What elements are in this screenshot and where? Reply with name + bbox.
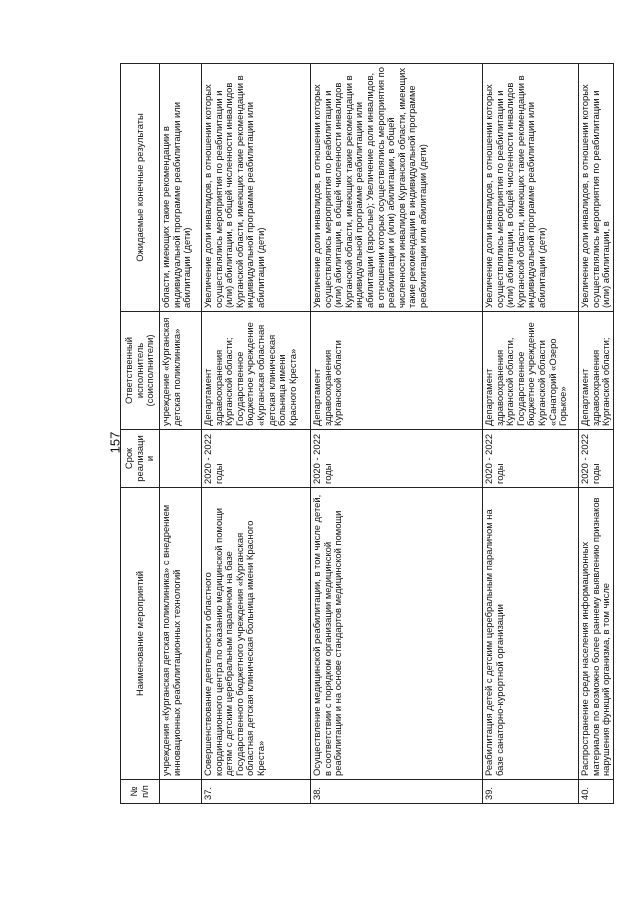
cell-num: 37.	[202, 780, 311, 804]
cell-results: Увеличение доли инвалидов, в отношении которых осуществлялись мероприятия по реабилитации и (или) абилитации, в общей численности инвалидов Курганской области, имеющих такие рекомендации в индивидуальной программе реабилитации или абилитации (взрослые); Увеличение доли инвалидов, в отношении которых осуществлялись мероприятия по реабилитации и (или) абилитации, в общей численности инвалидов Курганской области, имеющих такие рекомендации в индивидуальной программе реабилитации или абилитации (дети)	[311, 64, 483, 312]
cell-period: 2020 - 2022 годы	[202, 430, 311, 488]
cell-results: Увеличение доли инвалидов, в отношении которых осуществлялись мероприятия по реабилитации и (или) абилитации, в общей численности инвалидов Курганской области, имеющих такие рекомендации в индивидуальной программе реабилитации или абилитации (дети)	[483, 64, 579, 312]
rotated-page-content	[120, 64, 612, 804]
header-period: Срок реализации	[121, 430, 160, 488]
cell-results: Увеличение доли инвалидов, в отношении которых осуществлялись мероприятия по реабилитации и (или) абилитации, в общей численности инвалидов Курганской области, имеющих такие рекомендации в индивидуальной программе реабилитации или абилитации (дети)	[202, 64, 311, 312]
cell-executor: Департамент здравоохранения Курганской области; Государственное бюджетное учреждение «Курганская областная детская клиническая больница имени Красного Креста»	[202, 312, 311, 430]
cell-executor: Департамент здравоохранения Курганской области	[311, 312, 483, 430]
cell-name: Совершенствование деятельности областного координационного центра по оказанию медицинской помощи детям с детским церебральным параличом на базе Государственного бюджетного учреждения «Курганская областная детская клиническая больница имени Красного Креста»	[202, 488, 311, 780]
cell-results: области, имеющих такие рекомендации в индивидуальной программе реабилитации или абилитации (дети)	[160, 64, 202, 312]
header-num: № п/п	[121, 780, 160, 804]
cell-results: Увеличение доли инвалидов, в отношении которых осуществлялись мероприятия по реабилитации и (или) абилитации, в	[579, 64, 614, 312]
cell-num	[160, 780, 202, 804]
table-header-row	[121, 64, 160, 804]
cell-executor: Департамент здравоохранения Курганской области, Государственное бюджетное учреждение Курганской области «Санаторий «Озеро Горькое»	[483, 312, 579, 430]
measures-table-container	[120, 64, 612, 804]
table-row	[311, 64, 483, 804]
cell-executor: учреждение «Курганская детская поликлиника»	[160, 312, 202, 430]
cell-period	[160, 430, 202, 488]
table-row	[579, 64, 614, 804]
cell-num: 40.	[579, 780, 614, 804]
measures-table	[120, 63, 614, 804]
header-results: Ожидаемые конечные результаты	[121, 64, 160, 312]
cell-name: учреждения «Курганская детская поликлиника» с внедрением инновационных реабилитационных технологий	[160, 488, 202, 780]
cell-period: 2020 - 2022 годы	[483, 430, 579, 488]
table-row	[483, 64, 579, 804]
cell-name: Осуществление медицинской реабилитации, в том числе детей, в соответствии с порядком организации медицинской реабилитации и на основе стандартов медицинской помощи	[311, 488, 483, 780]
table-row	[160, 64, 202, 804]
cell-name: Распространение среди населения информационных материалов по возможно более раннему выявлению признаков нарушения функций организма, в том числе	[579, 488, 614, 780]
cell-period: 2020 - 2022 годы	[579, 430, 614, 488]
header-executor: Ответственный исполнитель (соисполнители)	[121, 312, 160, 430]
cell-executor: Департамент здравоохранения Курганской области;	[579, 312, 614, 430]
page-number: 157	[107, 431, 123, 454]
header-name: Наименование мероприятий	[121, 488, 160, 780]
table-row	[202, 64, 311, 804]
cell-num: 38.	[311, 780, 483, 804]
cell-num: 39.	[483, 780, 579, 804]
cell-period: 2020 - 2022 годы	[311, 430, 483, 488]
cell-name: Реабилитация детей с детским церебральным параличом на базе санаторно-курортной организации	[483, 488, 579, 780]
